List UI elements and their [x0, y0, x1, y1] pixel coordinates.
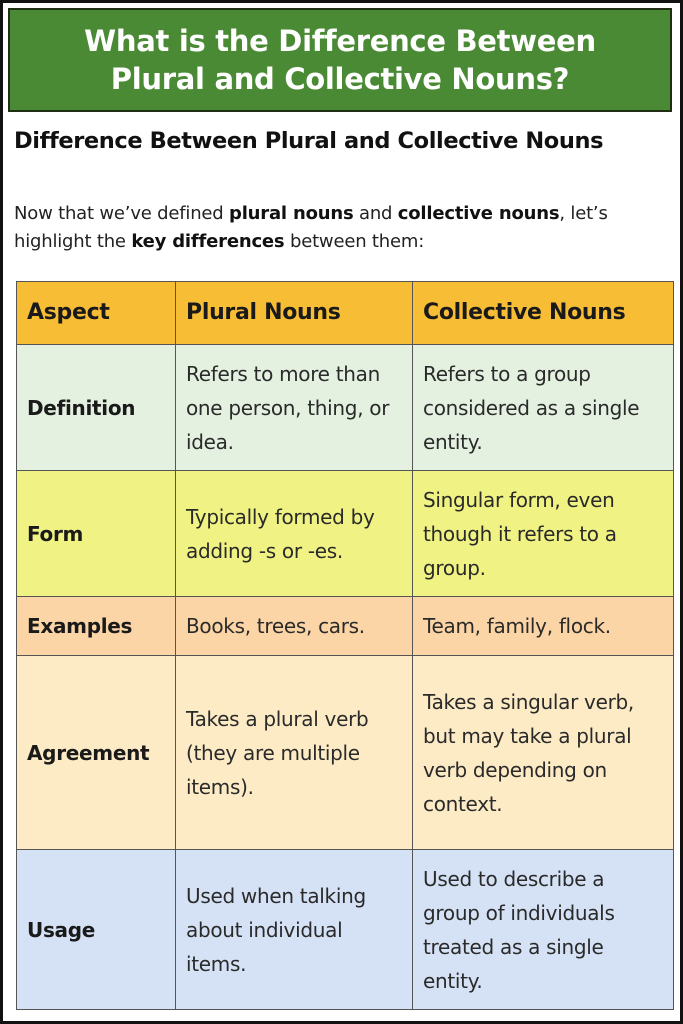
intro-text: Now that we’ve defined — [14, 203, 230, 224]
aspect-cell: Definition — [17, 345, 176, 471]
table-row-usage — [17, 850, 674, 1010]
intro-text: between them: — [284, 231, 425, 252]
intro-bold-term: collective nouns — [397, 203, 560, 224]
collective-cell: Takes a singular verb, but may take a plural verb depending on context. — [413, 656, 674, 850]
comparison-table — [16, 281, 674, 1010]
plural-cell: Refers to more than one person, thing, or idea. — [176, 345, 413, 471]
section-heading: Difference Between Plural and Collective Nouns — [14, 128, 604, 154]
intro-text: , let’s highlight the — [14, 203, 608, 252]
table-row-agreement — [17, 656, 674, 850]
intro-paragraph — [14, 200, 664, 256]
collective-cell: Singular form, even though it refers to a group. — [413, 471, 674, 597]
intro-bold-term: plural nouns — [229, 203, 354, 224]
aspect-cell: Form — [17, 471, 176, 597]
table-header-row — [17, 282, 674, 345]
table-row-definition — [17, 345, 674, 471]
plural-cell: Used when talking about individual items. — [176, 850, 413, 1010]
aspect-cell: Agreement — [17, 656, 176, 850]
collective-cell: Team, family, flock. — [413, 597, 674, 656]
plural-cell: Takes a plural verb (they are multiple items). — [176, 656, 413, 850]
plural-cell: Books, trees, cars. — [176, 597, 413, 656]
title-banner — [8, 8, 672, 112]
header-plural-nouns: Plural Nouns — [176, 282, 413, 345]
page-title: What is the Difference Between Plural and Collective Nouns? — [84, 24, 596, 96]
aspect-cell: Examples — [17, 597, 176, 656]
intro-bold-term: key differences — [131, 231, 285, 252]
header-collective-nouns: Collective Nouns — [413, 282, 674, 345]
collective-cell: Used to describe a group of individuals treated as a single entity. — [413, 850, 674, 1010]
table-row-form — [17, 471, 674, 597]
header-aspect: Aspect — [17, 282, 176, 345]
aspect-cell: Usage — [17, 850, 176, 1010]
intro-text: and — [353, 203, 398, 224]
collective-cell: Refers to a group considered as a single entity. — [413, 345, 674, 471]
table-row-examples — [17, 597, 674, 656]
plural-cell: Typically formed by adding -s or -es. — [176, 471, 413, 597]
